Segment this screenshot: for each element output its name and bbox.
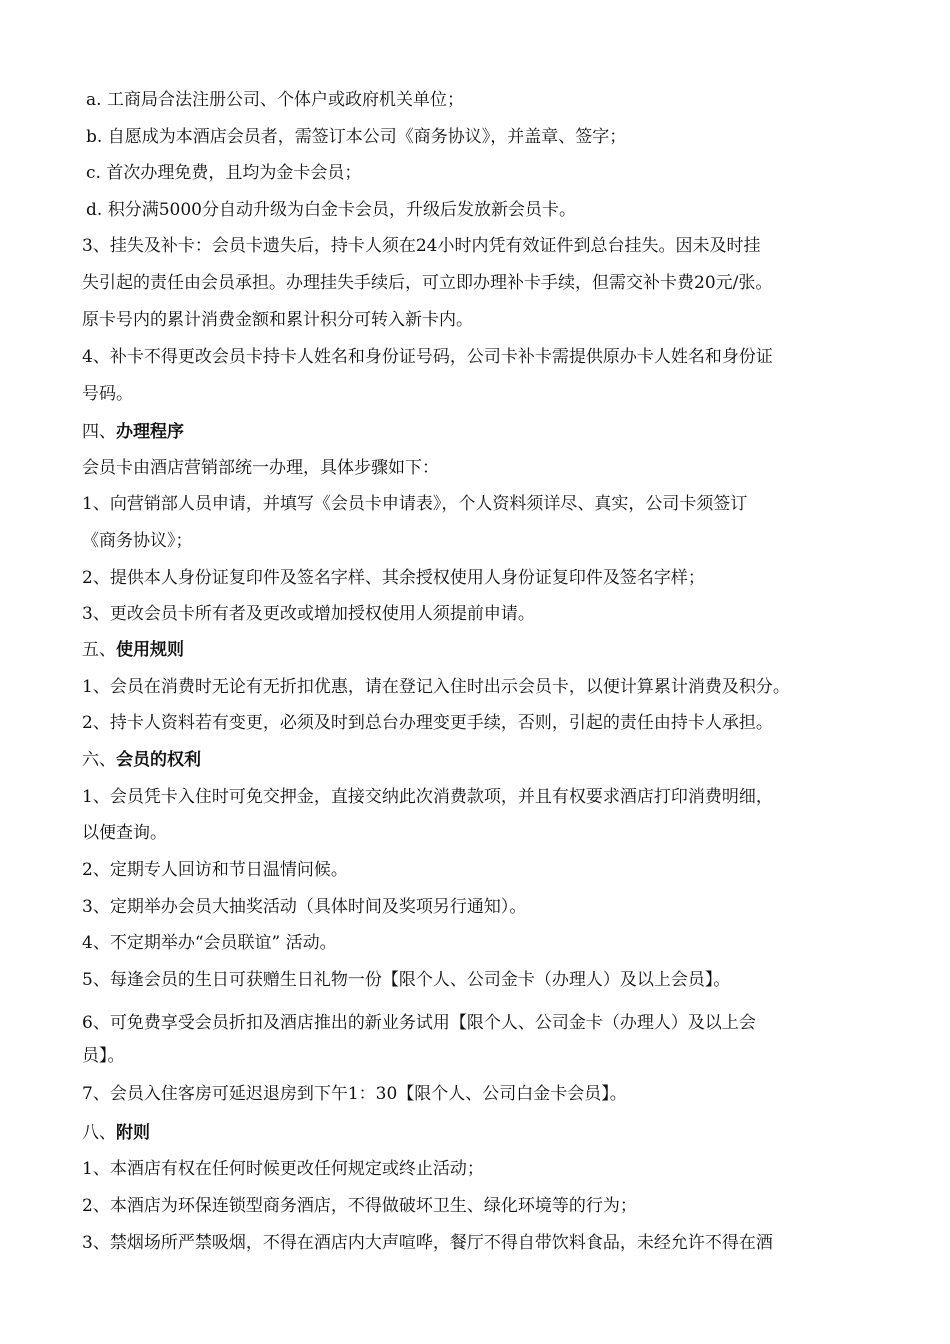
paragraph-line: 会员卡由酒店营销部统一办理，具体步骤如下： [82, 458, 439, 478]
list-item: 6、可免费享受会员折扣及酒店推出的新业务试用【限个人、公司金卡（办理人）及以上会 [82, 1013, 756, 1033]
condition-a: a. 工商局合法注册公司、个体户或政府机关单位； [86, 90, 464, 110]
list-item: 2、持卡人资料若有变更，必须及时到总台办理变更手续，否则，引起的责任由持卡人承担。 [82, 713, 773, 733]
section-title: 使用规则 [116, 640, 184, 660]
section-heading-6 [82, 749, 874, 771]
list-item: 3、禁烟场所严禁吸烟，不得在酒店内大声喧哗，餐厅不得自带饮料食品，未经允许不得在酒 [82, 1233, 773, 1253]
paragraph-line: 号码。 [82, 384, 133, 404]
condition-c: c. 首次办理免费，且均为金卡会员； [86, 163, 362, 183]
list-item: 1、会员凭卡入住时可免交押金，直接交纳此次消费款项，并且有权要求酒店打印消费明细， [82, 787, 773, 807]
section-number: 四、 [82, 422, 116, 442]
paragraph-line: 4、补卡不得更改会员卡持卡人姓名和身份证号码，公司卡补卡需提供原办卡人姓名和身份证 [82, 347, 773, 367]
section-title: 会员的权利 [116, 750, 201, 770]
list-item: 以便查询。 [82, 823, 167, 843]
list-item: 1、会员在消费时无论有无折扣优惠，请在登记入住时出示会员卡，以便计算累计消费及积分。 [82, 677, 790, 697]
list-item: 3、更改会员卡所有者及更改或增加授权使用人须提前申请。 [82, 604, 535, 624]
paragraph-line: 原卡号内的累计消费金额和累计积分可转入新卡内。 [82, 310, 473, 330]
section-title: 附则 [116, 1123, 150, 1143]
section-heading-5 [82, 639, 874, 661]
list-item: 2、提供本人身份证复印件及签名字样、其余授权使用人身份证复印件及签名字样； [82, 568, 705, 588]
list-item: 4、不定期举办“会员联谊” 活动。 [82, 933, 337, 953]
list-item: 1、本酒店有权在任何时候更改任何规定或终止活动； [82, 1159, 484, 1179]
list-item: 2、本酒店为环保连锁型商务酒店，不得做破坏卫生、绿化环境等的行为； [82, 1196, 637, 1216]
list-item: 5、每逢会员的生日可获赠生日礼物一份【限个人、公司金卡（办理人）及以上会员】。 [82, 970, 731, 990]
list-item: 《商务协议》； [82, 531, 193, 551]
list-item: 7、会员入住客房可延迟退房到下午1：30【限个人、公司白金卡会员】。 [82, 1084, 627, 1104]
paragraph-line: 3、挂失及补卡：会员卡遗失后，持卡人须在24小时内凭有效证件到总台挂失。因未及时挂 [82, 236, 761, 256]
list-item: 3、定期举办会员大抽奖活动（具体时间及奖项另行通知）。 [82, 897, 527, 917]
section-number: 五、 [82, 640, 116, 660]
list-item: 员】。 [82, 1046, 125, 1066]
section-heading-4 [82, 421, 874, 443]
section-heading-8 [82, 1122, 874, 1144]
condition-d: d. 积分满5000分自动升级为白金卡会员，升级后发放新会员卡。 [86, 200, 576, 220]
paragraph-line: 失引起的责任由会员承担。办理挂失手续后，可立即办理补卡手续，但需交补卡费20元/张。 [82, 273, 773, 293]
list-item: 2、定期专人回访和节日温情问候。 [82, 860, 348, 880]
list-item: 1、向营销部人员申请，并填写《会员卡申请表》，个人资料须详尽、真实，公司卡须签订 [82, 494, 748, 514]
section-number: 六、 [82, 750, 116, 770]
section-title: 办理程序 [116, 422, 184, 442]
condition-b: b. 自愿成为本酒店会员者，需签订本公司《商务协议》，并盖章、签字； [86, 127, 627, 147]
section-number: 八、 [82, 1123, 116, 1143]
